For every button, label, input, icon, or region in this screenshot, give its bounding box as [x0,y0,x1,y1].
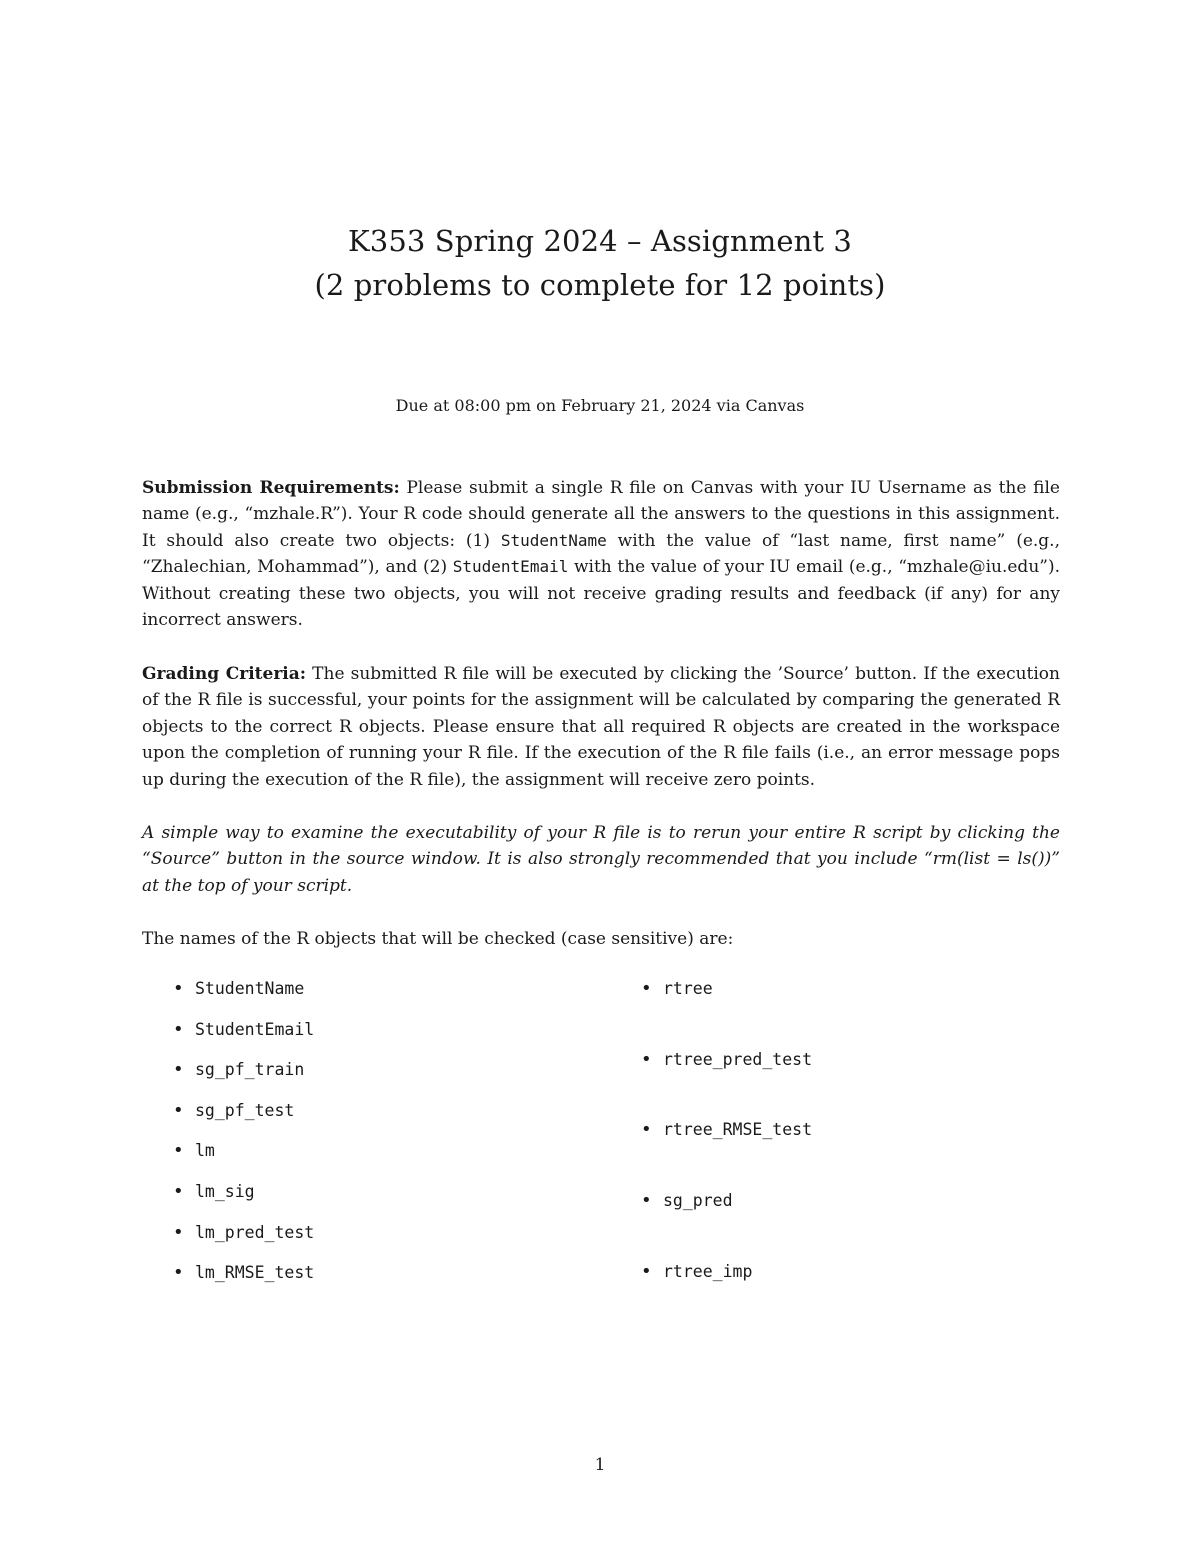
object-list-item: • lm_sig [173,1179,314,1220]
object-list-item: • lm [173,1138,314,1179]
executability-tip: A simple way to examine the executability of your R file is to rerun your entire R script by clicking the “Source” button in the source window. It is also strongly recommended that you include “rm(list = ls())” at the top of your script. [142,823,1060,896]
object-list-item: • sg_pf_train [173,1057,314,1098]
object-list-item: • rtree [641,976,812,1047]
object-list-item: • rtree_imp [641,1259,812,1330]
submission-text-2: with the value of “last name, first name” (e.g., “Zhalechian, Mohammad”), and (2) [142,530,1060,578]
grading-text: The submitted R file will be executed by clicking the ’Source’ button. If the execution of the R file is successful, your points for the assignment will be calculated by comparing the generated R objects to the correct R objects. Please ensure that all required R objects are created in the workspace upon the completion of running your R file. If the execution of the R file fails (i.e., an error message pops up during the execution of the R file), the assignment will receive zero points. [142,664,1060,790]
object-list-item: • sg_pred [641,1188,812,1259]
object-list-item: • StudentName [173,976,314,1017]
object-list-item: • lm_pred_test [173,1220,314,1261]
objects-list-left [173,976,314,1301]
object-list-item: • sg_pf_test [173,1098,314,1139]
submission-code-studentname: StudentName [500,530,607,550]
object-list-item: • StudentEmail [173,1017,314,1058]
submission-code-studentemail: StudentEmail [452,557,569,577]
due-date: Due at 08:00 pm on February 21, 2024 via Canvas [395,396,805,415]
title-line-2: (2 problems to complete for 12 points) [314,268,886,302]
document-title [0,219,1200,307]
object-list-item: • rtree_pred_test [641,1047,812,1118]
submission-requirements [142,475,1060,633]
grading-heading: Grading Criteria: [142,664,307,684]
submission-text-1: Please submit a single R file on Canvas with your IU Username as the file name (e.g., “mzhale.R”). Your R code should generate all the answers to the questions in this assignment. It should also create two objects: (1) [142,478,1060,551]
object-list-item: • rtree_RMSE_test [641,1117,812,1188]
object-list-item: • lm_RMSE_test [173,1260,314,1301]
submission-heading: Submission Requirements: [142,478,400,498]
page-number: 1 [594,1455,606,1475]
grading-criteria [142,661,1060,793]
objects-intro: The names of the R objects that will be checked (case sensitive) are: [142,929,734,949]
submission-text-3: with the value of your IU email (e.g., “mzhale@iu.edu”). Without creating these two objects, you will not receive grading results and feedback (if any) for any incorrect answers. [142,557,1060,631]
objects-list-right [641,976,812,1329]
title-line-1: K353 Spring 2024 – Assignment 3 [348,224,852,258]
